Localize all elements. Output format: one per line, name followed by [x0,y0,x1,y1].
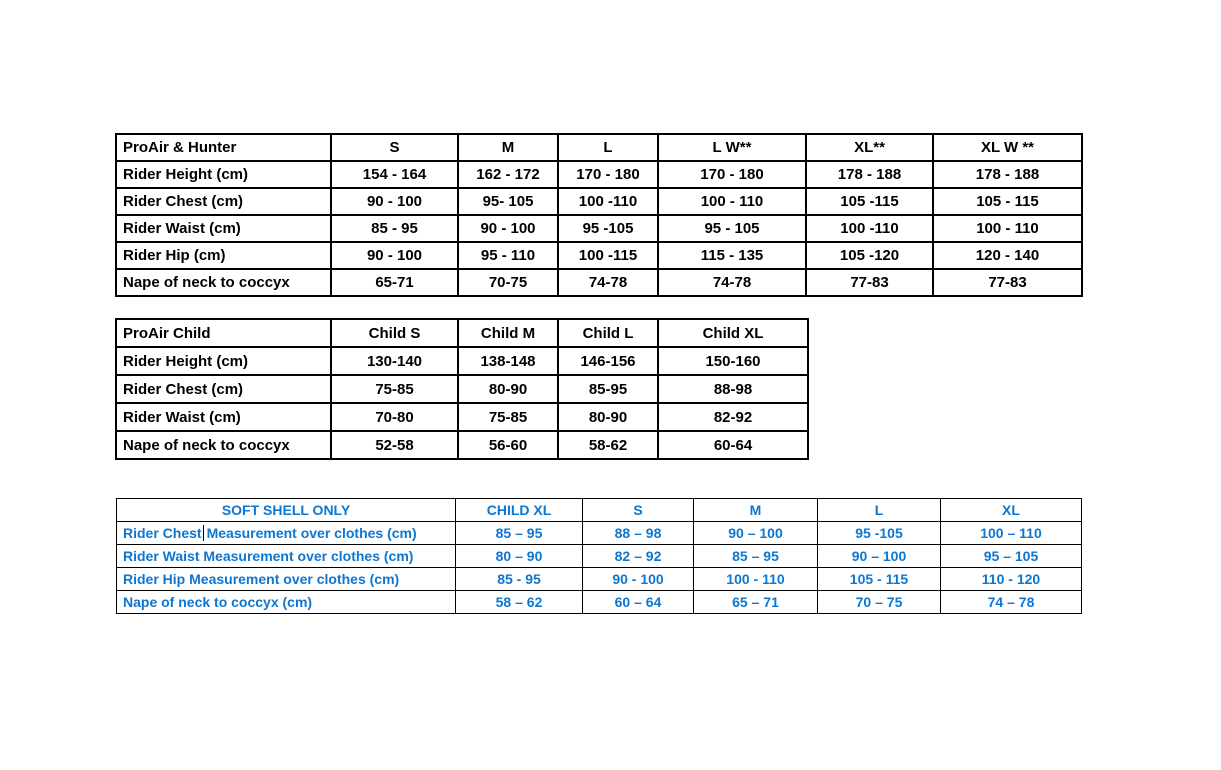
value-cell: 88 – 98 [583,522,694,545]
row-label: Rider Hip (cm) [116,242,331,269]
value-cell: 105 - 115 [818,568,941,591]
value-cell: 88-98 [658,375,808,403]
value-cell: 95 -105 [558,215,658,242]
value-cell: 146-156 [558,347,658,375]
value-cell: 100 -115 [558,242,658,269]
row-label: Nape of neck to coccyx (cm) [117,591,456,614]
row-label: Rider Waist Measurement over clothes (cm) [117,545,456,568]
value-cell: 80-90 [458,375,558,403]
column-header: CHILD XL [456,499,583,522]
value-cell: 100 - 110 [658,188,806,215]
value-cell: 74 – 78 [941,591,1082,614]
row-label: Rider Hip Measurement over clothes (cm) [117,568,456,591]
value-cell: 80-90 [558,403,658,431]
value-cell: 110 - 120 [941,568,1082,591]
value-cell: 58 – 62 [456,591,583,614]
value-cell: 65-71 [331,269,458,296]
value-cell: 90 – 100 [818,545,941,568]
value-cell: 130-140 [331,347,458,375]
value-cell: 52-58 [331,431,458,459]
row-label: Rider Height (cm) [116,161,331,188]
column-header: XL** [806,134,933,161]
row-label: Nape of neck to coccyx [116,431,331,459]
column-header: L [818,499,941,522]
value-cell: 85-95 [558,375,658,403]
value-cell: 162 - 172 [458,161,558,188]
value-cell: 100 - 110 [933,215,1082,242]
value-cell: 150-160 [658,347,808,375]
value-cell: 100 – 110 [941,522,1082,545]
row-label [117,522,456,545]
value-cell: 85 – 95 [456,522,583,545]
value-cell: 178 - 188 [933,161,1082,188]
value-cell: 100 -110 [806,215,933,242]
size-table [116,498,1082,614]
value-cell: 90 - 100 [583,568,694,591]
value-cell: 58-62 [558,431,658,459]
value-cell: 70-75 [458,269,558,296]
value-cell: 85 - 95 [331,215,458,242]
row-label: Rider Chest (cm) [116,188,331,215]
column-header: Child L [558,319,658,347]
row-label-part: Measurement over clothes (cm) [206,525,417,541]
value-cell: 75-85 [458,403,558,431]
soft-shell-size-table [116,498,1082,614]
value-cell: 77-83 [933,269,1082,296]
value-cell: 95- 105 [458,188,558,215]
value-cell: 85 - 95 [456,568,583,591]
value-cell: 74-78 [658,269,806,296]
column-header: S [331,134,458,161]
value-cell: 115 - 135 [658,242,806,269]
value-cell: 95 – 105 [941,545,1082,568]
cell-divider [203,525,204,541]
value-cell: 100 - 110 [694,568,818,591]
column-header: M [458,134,558,161]
value-cell: 105 -120 [806,242,933,269]
value-cell: 90 – 100 [694,522,818,545]
value-cell: 60-64 [658,431,808,459]
value-cell: 65 – 71 [694,591,818,614]
value-cell: 95 -105 [818,522,941,545]
size-table [115,133,1083,297]
proair-hunter-size-table [115,133,1083,297]
column-header: Child S [331,319,458,347]
proair-child-size-table [115,318,809,460]
value-cell: 178 - 188 [806,161,933,188]
table-title-cell: SOFT SHELL ONLY [117,499,456,522]
column-header: XL [941,499,1082,522]
value-cell: 120 - 140 [933,242,1082,269]
value-cell: 70 – 75 [818,591,941,614]
column-header: XL W ** [933,134,1082,161]
row-label: Nape of neck to coccyx [116,269,331,296]
value-cell: 138-148 [458,347,558,375]
value-cell: 154 - 164 [331,161,458,188]
row-label: Rider Chest (cm) [116,375,331,403]
value-cell: 170 - 180 [558,161,658,188]
row-label: Rider Waist (cm) [116,403,331,431]
value-cell: 82-92 [658,403,808,431]
value-cell: 70-80 [331,403,458,431]
value-cell: 90 - 100 [331,242,458,269]
row-label-part: Rider Chest [123,525,202,541]
value-cell: 170 - 180 [658,161,806,188]
value-cell: 80 – 90 [456,545,583,568]
column-header: M [694,499,818,522]
table-title-cell: ProAir & Hunter [116,134,331,161]
value-cell: 95 - 105 [658,215,806,242]
value-cell: 90 - 100 [331,188,458,215]
value-cell: 105 -115 [806,188,933,215]
value-cell: 74-78 [558,269,658,296]
row-label: Rider Waist (cm) [116,215,331,242]
column-header: S [583,499,694,522]
value-cell: 90 - 100 [458,215,558,242]
column-header: Child M [458,319,558,347]
value-cell: 95 - 110 [458,242,558,269]
value-cell: 77-83 [806,269,933,296]
value-cell: 75-85 [331,375,458,403]
value-cell: 60 – 64 [583,591,694,614]
row-label: Rider Height (cm) [116,347,331,375]
column-header: L [558,134,658,161]
value-cell: 85 – 95 [694,545,818,568]
value-cell: 105 - 115 [933,188,1082,215]
value-cell: 100 -110 [558,188,658,215]
column-header: L W** [658,134,806,161]
size-table [115,318,809,460]
table-title-cell: ProAir Child [116,319,331,347]
value-cell: 56-60 [458,431,558,459]
value-cell: 82 – 92 [583,545,694,568]
column-header: Child XL [658,319,808,347]
